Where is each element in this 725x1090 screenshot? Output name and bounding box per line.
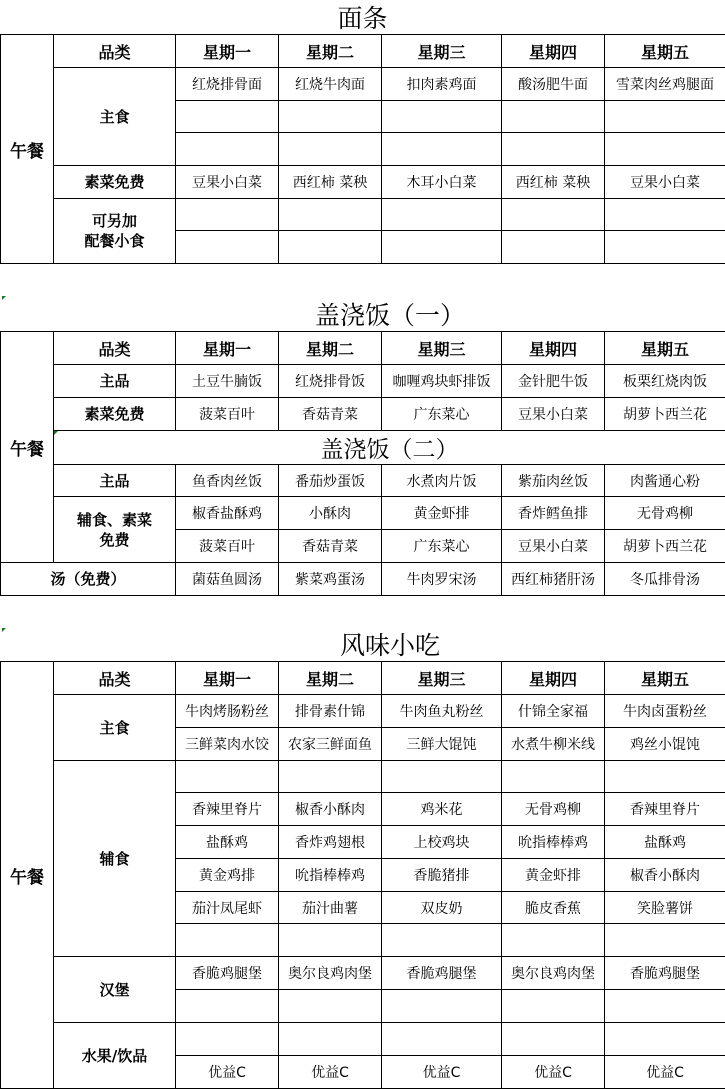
empty-cell <box>279 1023 382 1056</box>
menu-cell: 优益C <box>502 1056 605 1089</box>
menu-cell: 豆果小白菜 <box>502 398 605 431</box>
menu-cell: 奥尔良鸡肉堡 <box>279 957 382 990</box>
menu-cell: 盐酥鸡 <box>605 826 725 859</box>
side-label: 辅食 <box>54 761 176 957</box>
menu-cell: 吮指棒棒鸡 <box>502 826 605 859</box>
day-header: 星期二 <box>279 35 382 68</box>
day-header: 星期三 <box>382 35 502 68</box>
menu-cell: 红烧排骨面 <box>176 68 279 101</box>
empty-cell <box>605 761 725 793</box>
menu-cell: 广东菜心 <box>382 530 502 563</box>
menu-cell: 鱼香肉丝饭 <box>176 465 279 497</box>
main-label: 主品 <box>54 465 176 497</box>
empty-cell <box>605 133 725 166</box>
empty-cell <box>605 101 725 133</box>
menu-cell: 鸡丝小馄饨 <box>605 728 725 761</box>
menu-cell: 豆果小白菜 <box>176 166 279 199</box>
empty-cell <box>605 990 725 1023</box>
menu-cell: 黄金虾排 <box>502 859 605 892</box>
snack-title: 风味小吃 <box>339 631 440 660</box>
menu-cell: 菌菇鱼圆汤 <box>176 563 279 596</box>
rice-subtitle: 盖浇饭（二） <box>54 431 725 465</box>
category-header: 品类 <box>54 35 176 68</box>
empty-cell <box>176 199 279 231</box>
empty-cell <box>605 1023 725 1056</box>
empty-cell <box>382 133 502 166</box>
empty-cell <box>502 199 605 231</box>
empty-cell <box>382 199 502 231</box>
drink-label: 水果/饮品 <box>54 1023 176 1089</box>
menu-cell: 椒香小酥肉 <box>605 859 725 892</box>
menu-cell: 西红柿猪肝汤 <box>502 563 605 596</box>
menu-cell: 脆皮香蕉 <box>502 892 605 924</box>
cell-marker <box>54 431 58 435</box>
menu-cell: 椒香小酥肉 <box>279 793 382 826</box>
main-label: 主品 <box>54 365 176 398</box>
empty-cell <box>279 133 382 166</box>
menu-cell: 咖喱鸡块虾排饭 <box>382 365 502 398</box>
menu-cell: 无骨鸡柳 <box>605 497 725 530</box>
menu-cell: 菠菜百叶 <box>176 398 279 431</box>
side-label <box>54 497 176 563</box>
menu-cell: 优益C <box>279 1056 382 1089</box>
empty-cell <box>176 231 279 264</box>
menu-cell: 广东菜心 <box>382 398 502 431</box>
day-header: 星期四 <box>502 35 605 68</box>
menu-cell: 金针肥牛饭 <box>502 365 605 398</box>
menu-cell: 香辣里脊片 <box>605 793 725 826</box>
cell-marker <box>2 296 6 300</box>
menu-cell: 紫茄肉丝饭 <box>502 465 605 497</box>
menu-cell: 牛肉鱼丸粉丝 <box>382 695 502 728</box>
menu-cell: 什锦全家福 <box>502 695 605 728</box>
menu-cell: 木耳小白菜 <box>382 166 502 199</box>
empty-cell <box>382 990 502 1023</box>
extra-label-line: 可另加 <box>91 212 137 230</box>
menu-cell: 茄汁曲薯 <box>279 892 382 924</box>
day-header: 星期四 <box>502 332 605 365</box>
menu-cell: 排骨素什锦 <box>279 695 382 728</box>
snack-table <box>0 661 725 1089</box>
menu-cell: 黄金鸡排 <box>176 859 279 892</box>
empty-cell <box>502 101 605 133</box>
menu-cell: 酸汤肥牛面 <box>502 68 605 101</box>
empty-cell <box>176 101 279 133</box>
empty-cell <box>382 761 502 793</box>
empty-cell <box>176 924 279 957</box>
menu-cell: 香炸鸡翅根 <box>279 826 382 859</box>
empty-cell <box>502 990 605 1023</box>
menu-cell: 上校鸡块 <box>382 826 502 859</box>
menu-cell: 香脆猪排 <box>382 859 502 892</box>
rice-table <box>0 331 725 596</box>
menu-cell: 优益C <box>605 1056 725 1089</box>
day-header: 星期一 <box>176 662 279 695</box>
menu-cell: 土豆牛腩饭 <box>176 365 279 398</box>
menu-cell: 肉酱通心粉 <box>605 465 725 497</box>
side-label-line: 辅食、素菜 <box>76 510 152 529</box>
day-header: 星期五 <box>605 35 725 68</box>
menu-cell: 鸡米花 <box>382 793 502 826</box>
menu-cell: 冬瓜排骨汤 <box>605 563 725 596</box>
empty-cell <box>279 101 382 133</box>
soup-label: 汤（免费） <box>1 563 176 596</box>
noodle-title: 面条 <box>337 4 388 33</box>
day-header: 星期一 <box>176 332 279 365</box>
day-header: 星期三 <box>382 662 502 695</box>
category-header: 品类 <box>54 662 176 695</box>
staple-label: 主食 <box>54 68 176 166</box>
menu-cell: 椒香盐酥鸡 <box>176 497 279 530</box>
empty-cell <box>382 924 502 957</box>
menu-cell: 扣肉素鸡面 <box>382 68 502 101</box>
menu-cell: 菠菜百叶 <box>176 530 279 563</box>
menu-cell: 牛肉罗宋汤 <box>382 563 502 596</box>
empty-cell <box>605 924 725 957</box>
menu-cell: 小酥肉 <box>279 497 382 530</box>
menu-cell: 无骨鸡柳 <box>502 793 605 826</box>
empty-cell <box>279 199 382 231</box>
lunch-label: 午餐 <box>1 35 54 264</box>
empty-cell <box>176 990 279 1023</box>
side-label-line: 免费 <box>99 530 130 549</box>
menu-cell: 豆果小白菜 <box>502 530 605 563</box>
menu-cell: 雪菜肉丝鸡腿面 <box>605 68 725 101</box>
menu-cell: 三鲜大馄饨 <box>382 728 502 761</box>
menu-cell: 香菇青菜 <box>279 530 382 563</box>
menu-cell: 板栗红烧肉饭 <box>605 365 725 398</box>
menu-cell: 黄金虾排 <box>382 497 502 530</box>
empty-cell <box>502 231 605 264</box>
empty-cell <box>176 1023 279 1056</box>
menu-cell: 香脆鸡腿堡 <box>382 957 502 990</box>
menu-cell: 吮指棒棒鸡 <box>279 859 382 892</box>
menu-cell: 胡萝卜西兰花 <box>605 530 725 563</box>
menu-cell: 紫菜鸡蛋汤 <box>279 563 382 596</box>
empty-cell <box>502 1023 605 1056</box>
veg-label: 素菜免费 <box>54 398 176 431</box>
cell-marker <box>2 628 6 632</box>
burger-label: 汉堡 <box>54 957 176 1023</box>
lunch-label: 午餐 <box>1 662 54 1089</box>
menu-cell: 香脆鸡腿堡 <box>176 957 279 990</box>
day-header: 星期三 <box>382 332 502 365</box>
menu-cell: 水煮肉片饭 <box>382 465 502 497</box>
staple-label: 主食 <box>54 695 176 761</box>
menu-cell: 笑脸薯饼 <box>605 892 725 924</box>
menu-cell: 双皮奶 <box>382 892 502 924</box>
menu-cell: 盐酥鸡 <box>176 826 279 859</box>
menu-cell: 番茄炒蛋饭 <box>279 465 382 497</box>
menu-cell: 牛肉烤肠粉丝 <box>176 695 279 728</box>
menu-cell: 红烧排骨饭 <box>279 365 382 398</box>
empty-cell <box>502 761 605 793</box>
rice-title: 盖浇饭（一） <box>314 301 465 330</box>
empty-cell <box>279 231 382 264</box>
empty-cell <box>382 1023 502 1056</box>
menu-cell: 香炸鳕鱼排 <box>502 497 605 530</box>
menu-cell: 西红柿 菜秧 <box>502 166 605 199</box>
day-header: 星期五 <box>605 662 725 695</box>
day-header: 星期二 <box>279 662 382 695</box>
noodle-table <box>0 34 725 264</box>
menu-cell: 香菇青菜 <box>279 398 382 431</box>
menu-cell: 茄汁凤尾虾 <box>176 892 279 924</box>
menu-cell: 香脆鸡腿堡 <box>605 957 725 990</box>
menu-cell: 香辣里脊片 <box>176 793 279 826</box>
menu-cell: 三鲜菜肉水饺 <box>176 728 279 761</box>
menu-cell: 奥尔良鸡肉堡 <box>502 957 605 990</box>
day-header: 星期四 <box>502 662 605 695</box>
empty-cell <box>279 990 382 1023</box>
menu-cell: 优益C <box>176 1056 279 1089</box>
empty-cell <box>605 231 725 264</box>
menu-cell: 豆果小白菜 <box>605 166 725 199</box>
empty-cell <box>176 761 279 793</box>
menu-cell: 农家三鲜面鱼 <box>279 728 382 761</box>
empty-cell <box>279 761 382 793</box>
menu-cell: 优益C <box>382 1056 502 1089</box>
extra-label-line: 配餐小食 <box>84 232 145 250</box>
day-header: 星期一 <box>176 35 279 68</box>
extra-label <box>54 199 176 264</box>
empty-cell <box>176 133 279 166</box>
lunch-label: 午餐 <box>1 332 54 563</box>
menu-cell: 水煮牛柳米线 <box>502 728 605 761</box>
empty-cell <box>502 924 605 957</box>
menu-cell: 西红柿 菜秧 <box>279 166 382 199</box>
empty-cell <box>279 924 382 957</box>
menu-cell: 红烧牛肉面 <box>279 68 382 101</box>
menu-cell: 牛肉卤蛋粉丝 <box>605 695 725 728</box>
category-header: 品类 <box>54 332 176 365</box>
menu-cell: 胡萝卜西兰花 <box>605 398 725 431</box>
day-header: 星期二 <box>279 332 382 365</box>
empty-cell <box>605 199 725 231</box>
empty-cell <box>382 101 502 133</box>
empty-cell <box>382 231 502 264</box>
day-header: 星期五 <box>605 332 725 365</box>
empty-cell <box>502 133 605 166</box>
veg-label: 素菜免费 <box>54 166 176 199</box>
